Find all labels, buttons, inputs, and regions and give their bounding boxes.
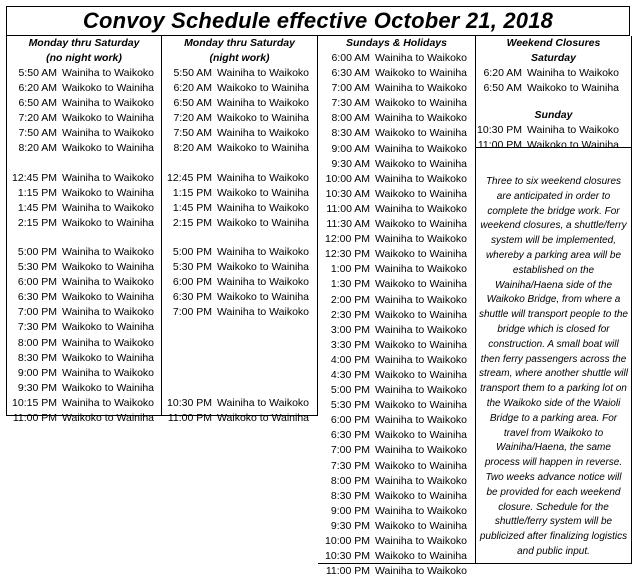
schedule-row xyxy=(318,474,475,489)
departure-time: 2:15 PM xyxy=(17,216,57,229)
departure-time: 7:30 AM xyxy=(331,97,370,110)
row-spacer xyxy=(162,231,317,245)
schedule-row xyxy=(7,305,161,320)
departure-time: 11:00 AM xyxy=(326,202,370,215)
schedule-row xyxy=(7,245,161,260)
schedule-row xyxy=(162,260,317,275)
schedule-row xyxy=(7,141,161,156)
sunday-label: Sunday xyxy=(534,109,573,122)
departure-time: 4:30 PM xyxy=(330,368,370,381)
schedule-row xyxy=(162,396,317,411)
departure-time: 7:30 PM xyxy=(17,321,57,334)
departure-time: 12:00 PM xyxy=(325,233,370,246)
route-label: Wainiha to Waikoko xyxy=(62,276,155,289)
route-label: Waikoko to Wainiha xyxy=(217,261,310,274)
departure-time: 11:00 PM xyxy=(12,411,57,424)
departure-time: 1:15 PM xyxy=(172,186,212,199)
route-label: Waikoko to Wainiha xyxy=(62,142,155,155)
departure-time: 8:00 PM xyxy=(17,336,57,349)
departure-time: 1:00 PM xyxy=(330,263,370,276)
schedule-row xyxy=(318,232,475,247)
route-label: Waikoko to Wainiha xyxy=(62,186,155,199)
departure-time: 9:30 AM xyxy=(331,157,370,170)
schedule-row xyxy=(162,111,317,126)
departure-time: 7:20 AM xyxy=(173,112,212,125)
schedule-row xyxy=(7,126,161,141)
schedule-row xyxy=(318,277,475,292)
schedule-row xyxy=(318,428,475,443)
route-label: Waikoko to Wainiha xyxy=(62,381,155,394)
departure-time: 6:20 AM xyxy=(173,82,212,95)
column-header: Weekend Closures xyxy=(506,37,601,49)
column-weekday-night-work xyxy=(162,36,318,424)
departure-time: 8:00 AM xyxy=(331,112,370,125)
departure-time: 7:30 PM xyxy=(330,459,370,472)
route-label: Wainiha to Waikoko xyxy=(217,201,310,214)
departure-time: 11:00 PM xyxy=(167,411,212,424)
route-label: Waikoko to Wainiha xyxy=(375,308,468,321)
departure-time: 5:50 AM xyxy=(18,67,57,79)
schedule-row xyxy=(162,96,317,111)
departure-time: 9:30 PM xyxy=(17,381,57,394)
route-label: Waikoko to Wainiha xyxy=(527,139,620,152)
departure-time: 6:30 AM xyxy=(331,67,370,80)
route-label: Waikoko to Wainiha xyxy=(217,82,310,95)
route-label: Wainiha to Waikoko xyxy=(62,336,155,349)
schedule-row xyxy=(318,323,475,338)
departure-time: 7:50 AM xyxy=(173,127,212,140)
column-subheader: (no night work) xyxy=(46,52,122,64)
departure-time: 6:30 PM xyxy=(330,429,370,442)
schedule-row xyxy=(318,353,475,368)
schedule-row xyxy=(162,305,317,320)
departure-time: 12:45 PM xyxy=(12,171,57,184)
route-label: Wainiha to Waikoko xyxy=(62,396,155,409)
schedule-row xyxy=(318,338,475,353)
route-label: Waikoko to Wainiha xyxy=(375,187,468,200)
saturday-label: Saturday xyxy=(531,52,576,64)
departure-time: 6:00 PM xyxy=(172,276,212,289)
schedule-row xyxy=(7,381,161,396)
schedule-row xyxy=(7,290,161,305)
schedule-row xyxy=(318,413,475,428)
departure-time: 4:00 PM xyxy=(330,353,370,366)
departure-time: 3:30 PM xyxy=(330,338,370,351)
schedule-row xyxy=(7,275,161,290)
route-label: Waikoko to Wainiha xyxy=(375,368,468,381)
column-header: Sundays & Holidays xyxy=(346,37,447,49)
departure-time: 11:00 PM xyxy=(325,565,370,578)
schedule-row xyxy=(318,519,475,534)
schedule-row xyxy=(7,186,161,201)
page-title: Convoy Schedule effective October 21, 2018 xyxy=(6,6,630,36)
route-label: Wainiha to Waikoko xyxy=(62,67,155,79)
departure-time: 8:30 PM xyxy=(330,489,370,502)
schedule-row xyxy=(7,111,161,126)
schedule-row xyxy=(318,126,475,141)
route-label: Waikoko to Wainiha xyxy=(217,291,310,304)
route-label: Wainiha to Waikoko xyxy=(62,201,155,214)
route-label: Waikoko to Wainiha xyxy=(375,248,468,261)
schedule-row xyxy=(318,157,475,172)
departure-time: 5:30 PM xyxy=(330,399,370,412)
column-header: Monday thru Saturday xyxy=(28,37,140,49)
route-label: Waikoko to Wainiha xyxy=(217,411,310,424)
departure-time: 7:00 AM xyxy=(331,82,370,95)
schedule-row xyxy=(318,217,475,232)
schedule-row xyxy=(318,66,475,81)
schedule-row xyxy=(318,489,475,504)
departure-time: 10:30 PM xyxy=(477,124,522,137)
departure-time: 6:20 AM xyxy=(18,82,57,95)
route-label: Wainiha to Waikoko xyxy=(375,535,468,547)
route-label: Wainiha to Waikoko xyxy=(62,245,155,258)
schedule-row xyxy=(162,290,317,305)
departure-time: 1:45 PM xyxy=(17,201,57,214)
schedule-row xyxy=(7,336,161,351)
route-label: Wainiha to Waikoko xyxy=(375,293,468,306)
route-label: Wainiha to Waikoko xyxy=(375,565,468,578)
schedule-row xyxy=(162,336,317,351)
schedule-row xyxy=(318,111,475,126)
departure-time: 7:00 PM xyxy=(330,444,370,457)
schedule-row xyxy=(318,504,475,519)
schedule-row xyxy=(162,171,317,186)
route-label: Wainiha to Waikoko xyxy=(375,444,468,457)
schedule-row xyxy=(162,201,317,216)
departure-time: 5:00 PM xyxy=(172,245,212,258)
route-label: Waikoko to Wainiha xyxy=(375,97,468,110)
departure-time: 9:00 PM xyxy=(17,366,57,379)
departure-time: 10:30 PM xyxy=(167,396,212,409)
route-label: Waikoko to Wainiha xyxy=(527,82,620,95)
route-label: Wainiha to Waikoko xyxy=(375,504,468,517)
route-label: Wainiha to Waikoko xyxy=(217,127,310,140)
route-label: Wainiha to Waikoko xyxy=(375,142,468,155)
route-label: Waikoko to Wainiha xyxy=(375,157,468,170)
schedule-row xyxy=(318,293,475,308)
departure-time: 6:00 PM xyxy=(330,414,370,427)
route-label: Wainiha to Waikoko xyxy=(375,172,468,185)
departure-time: 8:30 PM xyxy=(17,351,57,364)
schedule-row xyxy=(318,202,475,217)
schedule-row xyxy=(162,366,317,381)
route-label: Waikoko to Wainiha xyxy=(62,351,155,364)
route-label: Waikoko to Wainiha xyxy=(375,278,468,291)
route-label: Wainiha to Waikoko xyxy=(217,396,310,409)
departure-time: 8:00 PM xyxy=(330,474,370,487)
departure-time: 7:00 PM xyxy=(17,306,57,319)
schedule-row xyxy=(7,366,161,381)
route-label: Waikoko to Wainiha xyxy=(375,489,468,502)
schedule-row xyxy=(318,308,475,323)
departure-time: 1:30 PM xyxy=(330,278,370,291)
schedule-row xyxy=(7,216,161,231)
departure-time: 5:00 PM xyxy=(330,384,370,397)
departure-time: 6:20 AM xyxy=(483,67,522,79)
departure-time: 10:15 PM xyxy=(12,396,57,409)
departure-time: 10:00 AM xyxy=(325,172,370,185)
departure-time: 6:50 AM xyxy=(18,97,57,110)
row-spacer xyxy=(476,96,631,108)
route-label: Wainiha to Waikoko xyxy=(217,306,310,319)
route-label: Wainiha to Waikoko xyxy=(62,127,155,140)
departure-time: 8:20 AM xyxy=(173,142,212,155)
route-label: Wainiha to Waikoko xyxy=(375,474,468,487)
departure-time: 5:50 AM xyxy=(173,67,212,79)
departure-time: 12:30 PM xyxy=(325,248,370,261)
route-label: Wainiha to Waikoko xyxy=(375,414,468,427)
route-label: Waikoko to Wainiha xyxy=(375,550,468,563)
departure-time: 9:30 PM xyxy=(330,519,370,532)
schedule-row xyxy=(162,245,317,260)
departure-time: 9:00 AM xyxy=(331,142,370,155)
schedule-row xyxy=(7,171,161,186)
departure-time: 8:30 AM xyxy=(331,127,370,140)
schedule-row xyxy=(318,187,475,202)
departure-time: 10:30 PM xyxy=(325,550,370,563)
column-header: Monday thru Saturday xyxy=(184,37,295,49)
schedule-row xyxy=(162,381,317,396)
schedule-row xyxy=(7,260,161,275)
departure-time: 9:00 PM xyxy=(330,504,370,517)
schedule-row xyxy=(318,549,475,564)
schedule-row xyxy=(318,534,475,549)
schedule-row xyxy=(162,351,317,366)
closure-note: Three to six weekend closures are anticipated in order to complete the bridge work. For weekend closures, a shuttle/ferry system will be implemented, whereby a parking area will be established on the Wainiha/Haena side of the Waikoko Bridge, from where a shuttle will transport people to the bridge which is closed for construction. A small boat will then ferry passengers across the stream, where another shuttle will transport them to a parking lot on the Waikoko side of the Waioli Bridge to a parking area. For travel from Waikoko to Wainiha/Haena, the same process will happen in reverse. Two weeks advance notice will be provided for each weekend closure. Schedule for the shuttle/ferry system will be publicized after finalizing logistics and public input. xyxy=(479,176,628,557)
schedule-row xyxy=(318,142,475,157)
route-label: Waikoko to Wainiha xyxy=(62,291,155,304)
schedule-row xyxy=(162,320,317,335)
schedule-row xyxy=(162,411,317,426)
route-label: Waikoko to Wainiha xyxy=(375,67,468,80)
route-label: Wainiha to Waikoko xyxy=(375,202,468,215)
schedule-row xyxy=(7,81,161,96)
schedule-row xyxy=(162,216,317,231)
route-label: Waikoko to Wainiha xyxy=(217,112,310,125)
departure-time: 1:45 PM xyxy=(172,201,212,214)
route-label: Waikoko to Wainiha xyxy=(375,338,468,351)
schedule-row xyxy=(318,51,475,66)
schedule-row xyxy=(7,411,161,426)
route-label: Wainiha to Waikoko xyxy=(62,97,155,110)
route-label: Wainiha to Waikoko xyxy=(217,245,310,258)
route-label: Wainiha to Waikoko xyxy=(375,384,468,397)
schedule-row xyxy=(476,81,631,96)
route-label: Wainiha to Waikoko xyxy=(62,366,155,379)
schedule-row xyxy=(7,201,161,216)
route-label: Waikoko to Wainiha xyxy=(62,411,155,424)
route-label: Waikoko to Wainiha xyxy=(375,519,468,532)
route-label: Wainiha to Waikoko xyxy=(217,67,310,79)
route-label: Wainiha to Waikoko xyxy=(62,306,155,319)
departure-time: 5:30 PM xyxy=(17,261,57,274)
departure-time: 5:30 PM xyxy=(172,261,212,274)
departure-time: 7:20 AM xyxy=(18,112,57,125)
schedule-row xyxy=(7,96,161,111)
schedule-row xyxy=(318,368,475,383)
route-label: Wainiha to Waikoko xyxy=(375,263,468,276)
departure-time: 12:45 PM xyxy=(167,171,212,184)
departure-time: 10:30 AM xyxy=(325,187,370,200)
route-label: Waikoko to Wainiha xyxy=(217,142,310,155)
departure-time: 2:30 PM xyxy=(330,308,370,321)
departure-time: 6:30 PM xyxy=(172,291,212,304)
route-label: Waikoko to Wainiha xyxy=(375,459,468,472)
route-label: Wainiha to Waikoko xyxy=(375,112,468,125)
route-label: Wainiha to Waikoko xyxy=(375,353,468,366)
route-label: Waikoko to Wainiha xyxy=(62,82,155,95)
schedule-row xyxy=(162,81,317,96)
route-label: Wainiha to Waikoko xyxy=(217,97,310,110)
route-label: Wainiha to Waikoko xyxy=(217,171,310,184)
schedule-row xyxy=(476,123,631,138)
departure-time: 6:50 AM xyxy=(173,97,212,110)
departure-time: 1:15 PM xyxy=(17,186,57,199)
schedule-row xyxy=(7,351,161,366)
column-weekend-closures xyxy=(476,36,632,564)
departure-time: 2:00 PM xyxy=(330,293,370,306)
schedule-row xyxy=(318,81,475,96)
schedule-row xyxy=(476,66,631,81)
departure-time: 7:50 AM xyxy=(18,127,57,140)
route-label: Waikoko to Wainiha xyxy=(62,321,155,334)
route-label: Wainiha to Waikoko xyxy=(527,124,620,137)
route-label: Waikoko to Wainiha xyxy=(62,216,155,229)
route-label: Waikoko to Wainiha xyxy=(217,186,310,199)
route-label: Wainiha to Waikoko xyxy=(217,276,310,289)
route-label: Waikoko to Wainiha xyxy=(375,218,468,231)
route-label: Wainiha to Waikoko xyxy=(375,52,468,64)
departure-time: 6:00 PM xyxy=(17,276,57,289)
row-spacer xyxy=(7,157,161,171)
schedule-row xyxy=(162,275,317,290)
route-label: Waikoko to Wainiha xyxy=(375,399,468,412)
schedule-row xyxy=(318,172,475,187)
schedule-row xyxy=(318,247,475,262)
schedule-row xyxy=(162,126,317,141)
schedule-row xyxy=(318,564,475,579)
schedule-row xyxy=(318,459,475,474)
departure-time: 11:30 AM xyxy=(326,218,370,231)
route-label: Wainiha to Waikoko xyxy=(527,67,620,79)
schedule-row xyxy=(318,398,475,413)
schedule-row xyxy=(7,320,161,335)
schedule-row xyxy=(162,141,317,156)
closure-times-box xyxy=(476,36,631,152)
schedule-row xyxy=(162,186,317,201)
schedule-row xyxy=(318,262,475,277)
departure-time: 11:00 PM xyxy=(477,139,522,152)
row-spacer xyxy=(7,231,161,245)
route-label: Wainiha to Waikoko xyxy=(375,323,468,336)
column-subheader: (night work) xyxy=(209,52,270,64)
schedule-row xyxy=(318,383,475,398)
route-label: Wainiha to Waikoko xyxy=(375,233,468,246)
departure-time: 6:50 AM xyxy=(483,82,522,95)
route-label: Wainiha to Waikoko xyxy=(62,171,155,184)
route-label: Wainiha to Waikoko xyxy=(375,82,468,95)
row-spacer xyxy=(162,157,317,171)
route-label: Waikoko to Wainiha xyxy=(217,216,310,229)
schedule-row xyxy=(7,66,161,81)
departure-time: 10:00 PM xyxy=(325,535,370,547)
schedule-row xyxy=(7,396,161,411)
route-label: Waikoko to Wainiha xyxy=(62,261,155,274)
schedule-row xyxy=(476,138,631,153)
departure-time: 8:20 AM xyxy=(18,142,57,155)
schedule-row xyxy=(162,66,317,81)
departure-time: 7:00 PM xyxy=(172,306,212,319)
departure-time: 2:15 PM xyxy=(172,216,212,229)
departure-time: 6:30 PM xyxy=(17,291,57,304)
route-label: Waikoko to Wainiha xyxy=(62,112,155,125)
route-label: Waikoko to Wainiha xyxy=(375,127,468,140)
departure-time: 3:00 PM xyxy=(330,323,370,336)
schedule-row xyxy=(318,443,475,458)
departure-time: 5:00 PM xyxy=(17,245,57,258)
route-label: Waikoko to Wainiha xyxy=(375,429,468,442)
column-sundays-holidays xyxy=(318,36,476,578)
column-weekday-no-night-work xyxy=(6,36,162,424)
schedule-row xyxy=(318,96,475,111)
departure-time: 6:00 AM xyxy=(331,52,370,64)
